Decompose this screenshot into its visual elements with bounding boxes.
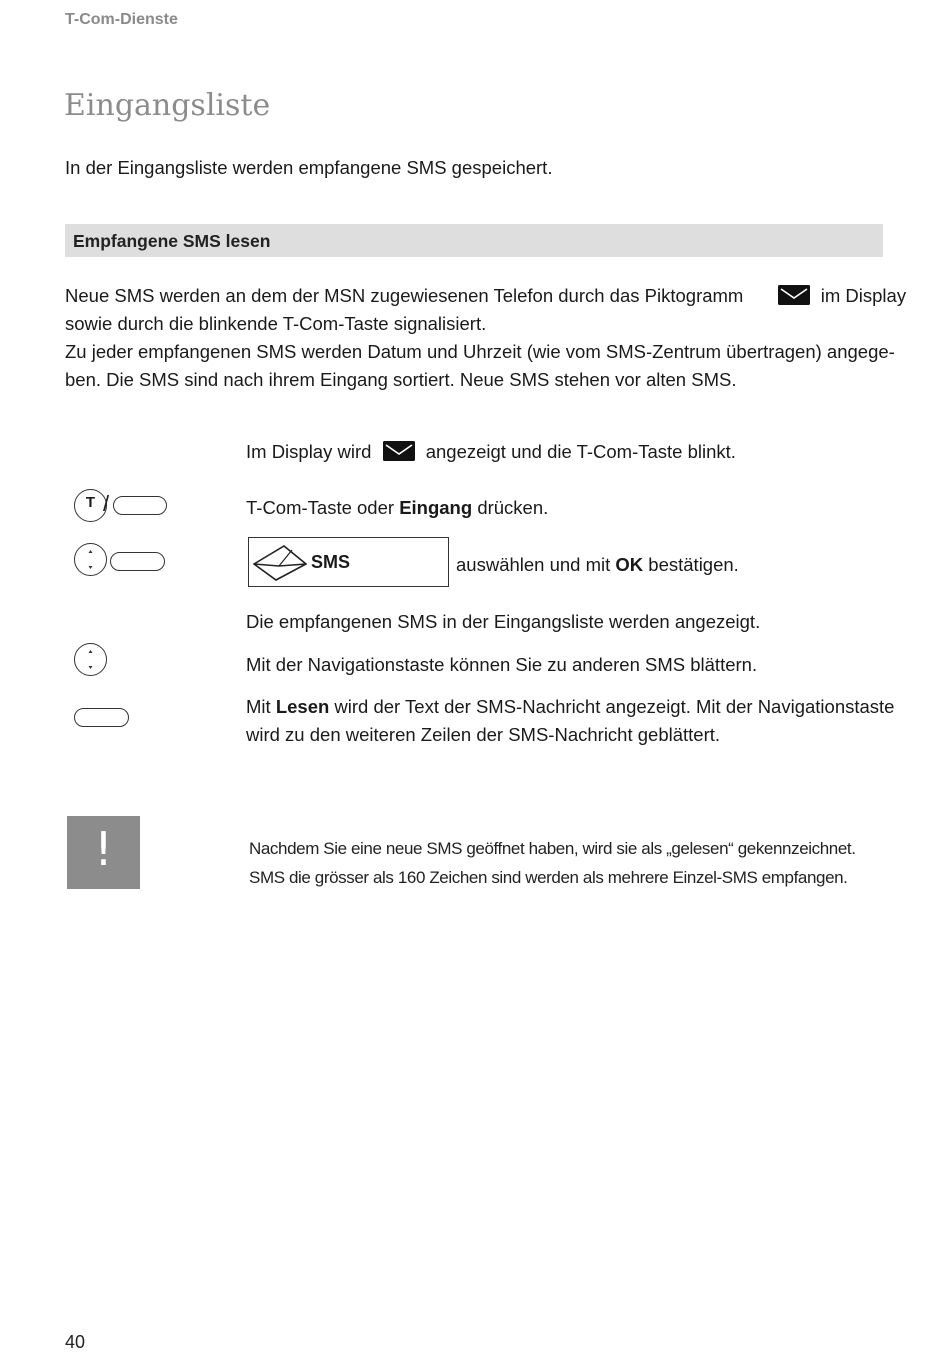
step-3-text-b: bestätigen. (648, 554, 739, 575)
step-1-text-a: Im Display wird (246, 441, 372, 462)
step-press-tcom (246, 494, 886, 522)
step-2-text-a: T-Com-Taste oder (246, 497, 395, 518)
note-line-2: SMS die grösser als 160 Zeichen sind werden als mehrere Einzel-SMS empfangen. (249, 868, 848, 887)
paragraph-line-3: Zu jeder empfangenen SMS werden Datum und Uhrzeit (wie vom SMS-Zentrum übertragen) angege- (65, 341, 895, 362)
softkey-icon (110, 552, 165, 571)
step-2-text-b: drücken. (477, 497, 549, 518)
nav-arrows-icon (75, 544, 106, 575)
step-6-text-a: Mit (246, 696, 271, 717)
key-separator: / (103, 491, 110, 516)
envelope-icon (383, 441, 415, 461)
paragraph-line-1 (65, 282, 907, 310)
navigation-key-icon (74, 543, 107, 576)
section-header (65, 224, 883, 257)
paragraph-line-1-b: im Display (820, 285, 907, 306)
note-text (249, 834, 889, 892)
softkey-icon (113, 496, 167, 515)
step-3-ok-label: OK (615, 554, 644, 575)
step-6-text-b: wird der Text der SMS-Nachricht angezeigt. Mit der Navigationstaste (334, 696, 895, 717)
paragraph-line-1-a: Neue SMS werden an dem der MSN zugewiesenen Telefon durch das Piktogramm (65, 285, 744, 306)
navigation-key-icon (74, 643, 107, 676)
intro-text: In der Eingangsliste werden empfangene SMS gespeichert. (65, 157, 553, 178)
description-paragraph (65, 282, 907, 394)
step-read-sms (246, 693, 895, 749)
step-browse-sms: Mit der Navigationstaste können Sie zu anderen SMS blättern. (246, 654, 758, 675)
section-title: Empfangene SMS lesen (73, 231, 271, 251)
step-select-sms (456, 551, 739, 579)
warning-icon (67, 816, 140, 889)
t-com-logo: T (85, 494, 96, 511)
step-1-text-b: angezeigt und die T-Com-Taste blinkt. (425, 441, 736, 462)
envelope-icon (778, 285, 810, 305)
softkey-icon (74, 708, 129, 727)
running-head: T-Com-Dienste (65, 11, 178, 28)
step-6-softkey-label: Lesen (275, 696, 330, 717)
paragraph-line-4: ben. Die SMS sind nach ihrem Eingang sortiert. Neue SMS stehen vor alten SMS. (65, 369, 737, 390)
step-2-softkey-label: Eingang (399, 497, 473, 518)
step-display-envelope (246, 438, 886, 466)
sms-menu-label: SMS (311, 552, 351, 572)
warning-symbol: ! (94, 822, 113, 876)
page-title: Eingangsliste (64, 88, 271, 123)
sms-display-box (248, 537, 449, 587)
note-line-1: Nachdem Sie eine neue SMS geöffnet haben, wird sie als „gelesen“ gekennzeichnet. (249, 839, 856, 858)
paragraph-line-2: sowie durch die blinkende T-Com-Taste signalisiert. (65, 313, 487, 334)
step-6-line-1 (246, 693, 895, 721)
step-6-line-2: wird zu den weiteren Zeilen der SMS-Nachricht geblättert. (246, 724, 721, 745)
nav-arrows-icon (75, 644, 106, 675)
page-number: 40 (65, 1332, 86, 1352)
step-list-shown: Die empfangenen SMS in der Eingangsliste werden angezeigt. (246, 611, 761, 632)
sms-envelope-outline-icon (252, 542, 307, 582)
step-3-text-a: auswählen und mit (456, 554, 611, 575)
